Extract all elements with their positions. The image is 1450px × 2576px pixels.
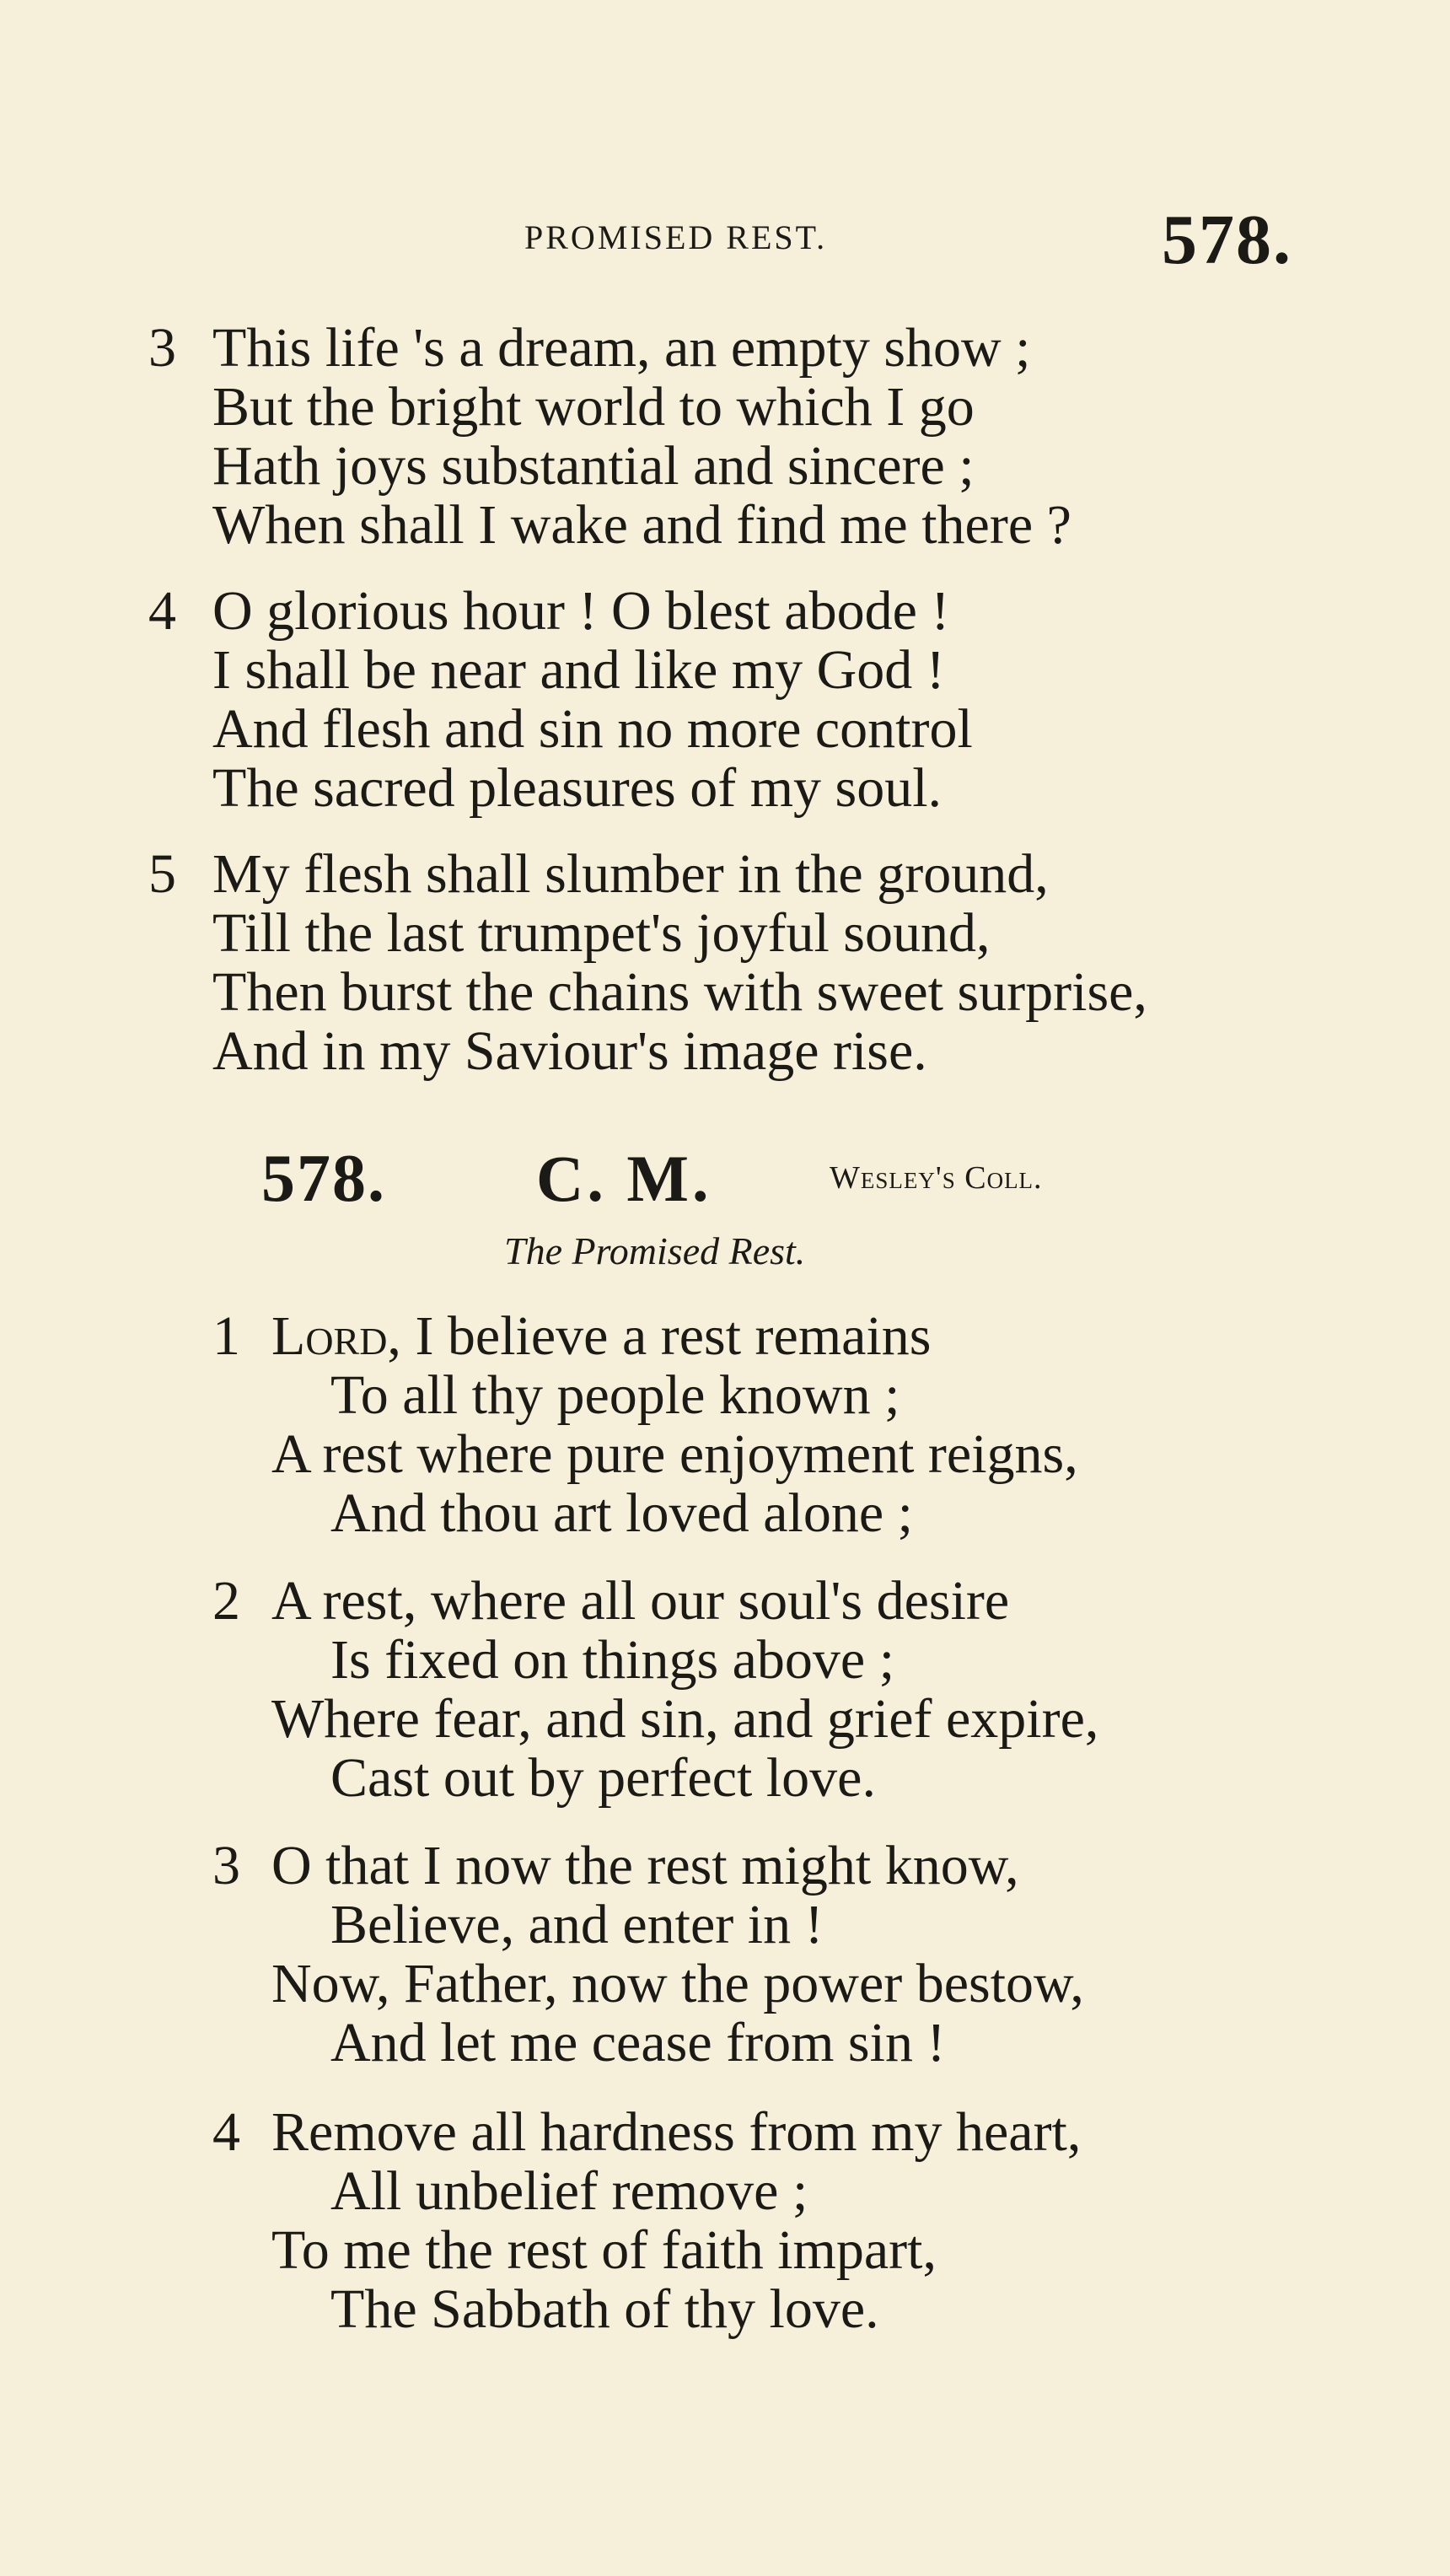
verse-line: O glorious hour ! O blest abode ! [212,580,950,642]
running-head-title: PROMISED REST. [524,218,828,256]
verse-line: Now, Father, now the power bestow, [271,1953,1084,2014]
hymn-attribution: Wesley's Coll. [830,1160,1043,1196]
verse-line: And thou art loved alone ; [330,1482,914,1544]
verse-line: To me the rest of faith impart, [271,2219,937,2281]
verse-line: O that I now the rest might know, [271,1835,1019,1896]
verse-line: Remove all hardness from my heart, [271,2101,1082,2163]
verse-line: The sacred pleasures of my soul. [212,757,943,819]
verse-line: My flesh shall slumber in the ground, [212,843,1049,905]
verse-line: A rest where pure enjoyment reigns, [271,1423,1078,1485]
stanza-number: 1 [212,1305,240,1367]
verse-line: This life 's a dream, an empty show ; [212,317,1031,379]
verse-line [271,1307,931,1366]
running-head [0,201,1450,279]
hymn-number: 578. [261,1142,386,1216]
stanza-number: 2 [212,1570,240,1632]
verse-line: Till the last trumpet's joyful sound, [212,902,991,964]
stanza-number: 5 [148,843,176,905]
verse-line: To all thy people known ; [330,1364,900,1426]
stanza-number: 4 [148,580,176,642]
verse-line: And in my Saviour's image rise. [212,1020,927,1082]
verse-line: The Sabbath of thy love. [330,2278,879,2340]
verse-line: But the bright world to which I go [212,376,975,438]
verse-line: When shall I wake and find me there ? [212,494,1071,556]
verse-line: Hath joys substantial and sincere ; [212,435,975,497]
stanza-number: 4 [212,2101,240,2163]
verse-line: All unbelief remove ; [330,2160,808,2222]
verse-line: Then burst the chains with sweet surprise, [212,961,1147,1023]
verse-line: Cast out by perfect love. [330,1747,876,1809]
verse-line-rest: I believe a rest remains [400,1305,932,1367]
verse-line: I shall be near and like my God ! [212,639,945,701]
verse-line: And let me cease from sin ! [330,2012,946,2073]
hymn-title: The Promised Rest. [504,1229,806,1272]
page-hymn-number: 578. [1162,201,1292,279]
hymn-meter: C. M. [536,1142,712,1215]
stanza-number: 3 [212,1835,240,1896]
verse-first-word: Lord, [271,1305,401,1367]
stanza-number: 3 [148,317,176,379]
verse-line: Believe, and enter in ! [330,1894,824,1955]
verse-line: Is fixed on things above ; [330,1629,895,1691]
verse-line: A rest, where all our soul's desire [271,1570,1010,1632]
verse-line: And flesh and sin no more control [212,698,973,760]
verse-line: Where fear, and sin, and grief expire, [271,1688,1099,1750]
